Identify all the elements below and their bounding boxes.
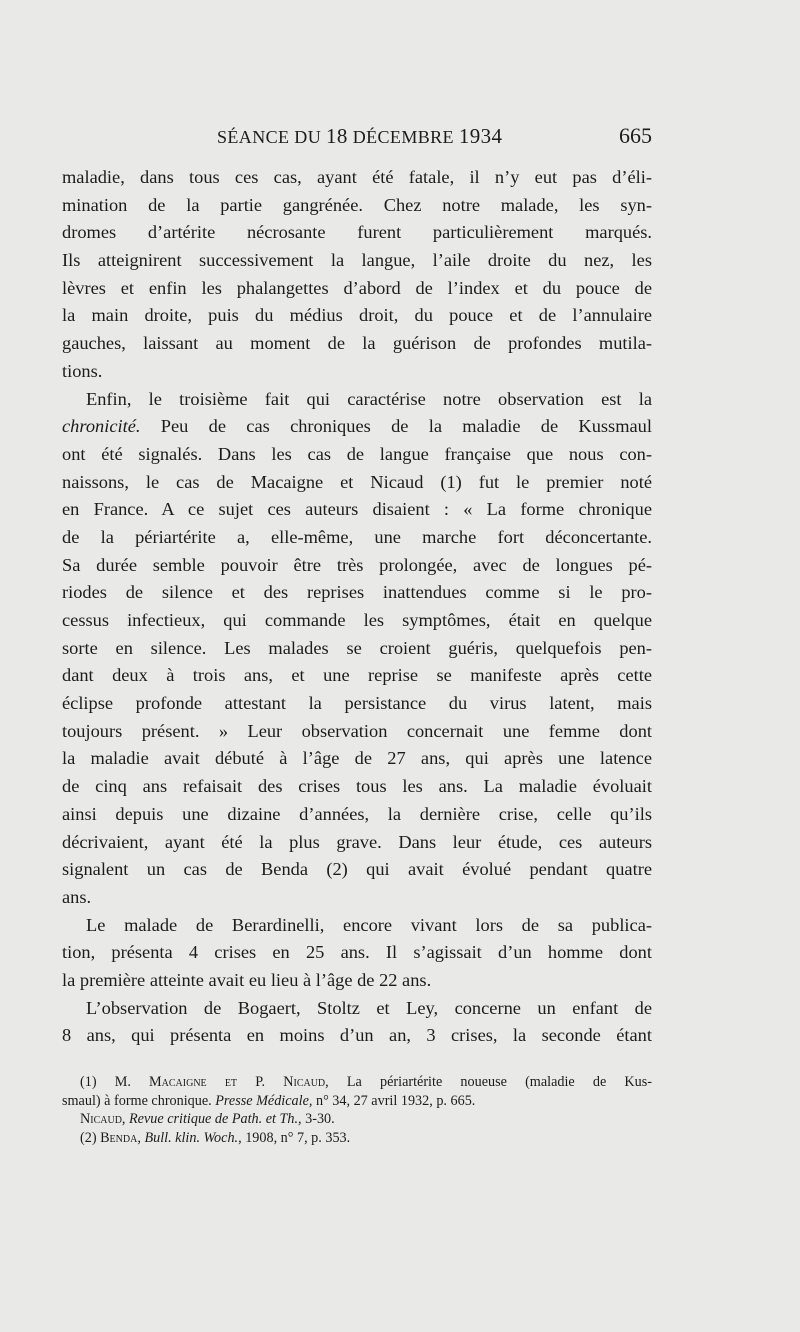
text-line: de cinq ans refaisait des crises tous les ans. La maladie évoluait (62, 776, 652, 797)
text-line: de la périartérite a, elle-même, une marche fort déconcertante. (62, 526, 652, 547)
running-title (217, 124, 502, 149)
text-line: lèvres et enfin les phalangettes d’abord de l’index et du pouce de (62, 277, 652, 298)
text-line: décrivaient, ayant été la plus grave. Dans leur étude, ces auteurs (62, 831, 652, 852)
text-line: Enfin, le troisième fait qui caractérise notre observation est la (86, 388, 652, 409)
text-line: Ils atteignirent successivement la langue, l’aile droite du nez, les (62, 250, 652, 271)
footnote-text: smaul) à forme chronique. (62, 1092, 216, 1109)
footnote-2 (62, 1129, 652, 1148)
running-title-pre: SÉANCE DU (217, 127, 327, 147)
text-line: tions. (62, 360, 103, 381)
footnote-text: La périartérite noueuse (maladie de Kus- (328, 1074, 653, 1090)
text-line: signalent un cas de Benda (2) qui avait évolué pendant quatre (62, 859, 652, 880)
body-text (62, 164, 652, 1050)
text-line: Le malade de Berardinelli, encore vivant lors de sa publica- (86, 914, 652, 935)
text-fragment: Peu de cas chroniques de la maladie de Kussmaul (140, 416, 652, 437)
text-line: gauches, laissant au moment de la guérison de profondes mutila- (62, 333, 652, 354)
text-line: L’observation de Bogaert, Stoltz et Ley, concerne un enfant de (86, 997, 652, 1018)
text-line: ont été signalés. Dans les cas de langue française que nous con- (62, 443, 652, 464)
footnote-authors: M. Macaigne et P. Nicaud, (114, 1074, 329, 1090)
footnote-journal: Bull. klin. Woch., (140, 1129, 242, 1146)
text-line: la main droite, puis du médius droit, du pouce et de l’annulaire (62, 305, 652, 326)
footnote-text: 3-30. (301, 1111, 335, 1127)
footnote-marker: (2) (80, 1129, 101, 1146)
footnote-text: 1908, n° 7, p. 353. (241, 1129, 351, 1146)
text-line: dant deux à trois ans, et une reprise se manifeste après cette (62, 665, 652, 686)
footnote-authors: Nicaud, (80, 1111, 126, 1127)
footnote-1-cont (62, 1110, 652, 1129)
text-line: toujours présent. » Leur observation concernait une femme dont (62, 720, 652, 741)
running-title-year: 1934 (458, 124, 503, 148)
footnote-authors: Benda, (100, 1129, 141, 1146)
text-line: sorte en silence. Les malades se croient guéris, quelquefois pen- (62, 637, 652, 658)
text-line: naissons, le cas de Macaigne et Nicaud (1) fut le premier noté (62, 471, 652, 492)
text-line: riodes de silence et des reprises inattendues comme si le pro- (62, 582, 652, 603)
footnote-text: n° 34, 27 avril 1932, p. 665. (312, 1092, 476, 1109)
footnotes (62, 1073, 652, 1147)
page-number: 665 (619, 123, 652, 148)
text-line: maladie, dans tous ces cas, ayant été fatale, il n’y eut pas d’éli- (62, 167, 652, 187)
text-line: dromes d’artérite nécrosante furent particulièrement marqués. (62, 222, 652, 243)
footnote-marker: (1) (80, 1074, 115, 1090)
text-line: ainsi depuis une dizaine d’années, la dernière crise, celle qu’ils (62, 803, 652, 824)
text-line: Sa durée semble pouvoir être très prolongée, avec de longues pé- (62, 554, 652, 575)
text-line: 8 ans, qui présenta en moins d’un an, 3 crises, la seconde étant (62, 1025, 652, 1046)
text-line: la maladie avait débuté à l’âge de 27 ans, qui après une latence (62, 748, 652, 769)
footnote-1-cont (62, 1092, 652, 1111)
running-head (62, 124, 652, 152)
text-line: ans. (62, 886, 92, 907)
footnote-1 (62, 1073, 652, 1092)
text-line: en France. A ce sujet ces auteurs disaient : « La forme chronique (62, 499, 652, 520)
footnote-journal: Presse Médicale, (215, 1092, 313, 1109)
text-line: mination de la partie gangrénée. Chez notre malade, les syn- (62, 194, 652, 215)
text-line: la première atteinte avait eu lieu à l’âge de 22 ans. (62, 969, 432, 990)
text-line: éclipse profonde attestant la persistance du virus latent, mais (62, 693, 652, 714)
footnote-journal: Revue critique de Path. et Th., (125, 1111, 302, 1127)
italic-term: chronicité. (62, 416, 141, 437)
text-line (62, 413, 652, 441)
running-title-month: DÉCEMBRE (347, 127, 459, 147)
text-line: cessus infectieux, qui commande les symptômes, était en quelque (62, 610, 652, 630)
running-title-day: 18 (326, 124, 348, 148)
text-line: tion, présenta 4 crises en 25 ans. Il s’agissait d’un homme dont (62, 942, 652, 963)
